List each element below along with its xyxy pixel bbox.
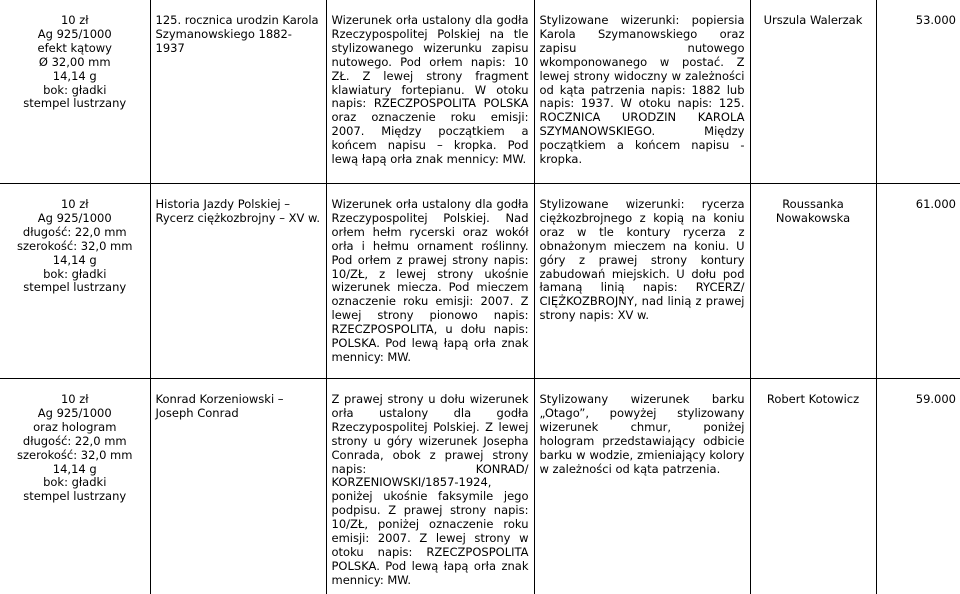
obverse-description	[326, 0, 534, 184]
mintage-count-text: 61.000	[915, 197, 956, 211]
designer-name	[750, 379, 876, 594]
coin-specification	[0, 184, 150, 379]
table-row	[0, 379, 960, 594]
coin-specification	[0, 379, 150, 594]
reverse-description	[534, 184, 750, 379]
coin-title-text: Historia Jazdy Polskiej – Rycerz ciężkozbrojny – XV w.	[155, 197, 321, 225]
reverse-description-text: Stylizowane wizerunki: rycerza ciężkozbrojnego z kopią na koniu oraz w tle kontury rycerza z obnażonym mieczem na koniu. U góry z prawej strony kontury zabudowań miejskich. U dołu pod łamaną linią napis: RYCERZ/ CIĘŻKOZBROJNY, nad linią z prawej strony napis: XV w.	[539, 197, 745, 323]
table-row	[0, 184, 960, 379]
obverse-description-text: Z prawej strony u dołu wizerunek orła ustalony dla godła Rzeczypospolitej Polskiej. Z lewej strony u góry wizerunek Josepha Conrada, obok z prawej strony napis: KONRAD/ KORZENIOWSKI/1857-1924, poniżej ukośnie faksymile jego podpisu. Z prawej strony napis: 10/ZŁ, poniżej oznaczenie roku emisji: 2007. Z lewej strony w otoku napis: RZECZPOSPOLITA POLSKA. Pod lewą łapą orła znak mennicy: MW.	[331, 392, 529, 587]
coin-title-text: Konrad Korzeniowski – Joseph Conrad	[155, 392, 284, 420]
mintage-count-text: 59.000	[915, 392, 956, 406]
mintage-count	[876, 0, 960, 184]
coin-specification-text: 10 zł Ag 925/1000 długość: 22,0 mm szerokość: 32,0 mm 14,14 g bok: gładki stempel lustrzany	[17, 197, 133, 295]
obverse-description	[326, 184, 534, 379]
coin-title	[150, 0, 326, 184]
designer-name-text: Robert Kotowicz	[766, 392, 860, 406]
reverse-description	[534, 0, 750, 184]
designer-name	[750, 184, 876, 379]
coin-title-text: 125. rocznica urodzin Karola Szymanowskiego 1882-1937	[155, 13, 319, 55]
obverse-description	[326, 379, 534, 594]
reverse-description	[534, 379, 750, 594]
reverse-description-text: Stylizowany wizerunek barku „Otago”, powyżej stylizowany wizerunek chmur, poniżej hologram przedstawiający odbicie barku w wodzie, zmieniający kolory w zależności od kąta patrzenia.	[539, 392, 745, 476]
obverse-description-text: Wizerunek orła ustalony dla godła Rzeczypospolitej Polskiej na tle stylizowanego wizerunku zapisu nutowego. Pod orłem napis: 10 ZŁ. Z lewej strony fragment klawiatury fortepianu. W otoku napis: RZECZPOSPOLITA POLSKA oraz oznaczenie roku emisji: 2007. Między początkiem a końcem napisu – kropka. Pod lewą łapą orła znak mennicy: MW.	[331, 13, 529, 167]
designer-name	[750, 0, 876, 184]
mintage-count	[876, 184, 960, 379]
table-row	[0, 0, 960, 184]
designer-name-text: Roussanka Nowakowska	[775, 197, 851, 225]
coin-specification-text: 10 zł Ag 925/1000 oraz hologram długość: 22,0 mm szerokość: 32,0 mm 14,14 g bok: gładki stempel lustrzany	[17, 392, 133, 504]
coin-title	[150, 184, 326, 379]
mintage-count	[876, 379, 960, 594]
coin-specification	[0, 0, 150, 184]
coin-title	[150, 379, 326, 594]
reverse-description-text: Stylizowane wizerunki: popiersia Karola Szymanowskiego oraz zapisu nutowego wkomponowanego w postać. Z lewej strony widoczny w zależności od kąta patrzenia napis: 1882 lub napis: 1937. W otoku napis: 125. ROCZNICA URODZIN KAROLA SZYMANOWSKIEGO. Między początkiem a końcem napisu - kropka.	[539, 13, 745, 167]
obverse-description-text: Wizerunek orła ustalony dla godła Rzeczypospolitej Polskiej. Nad orłem hełm rycerski oraz wokół orła i hełmu ornament roślinny. Pod orłem z prawej strony napis: 10/ZŁ, z lewej strony ukośnie wizerunek miecza. Pod mieczem oznaczenie roku emisji: 2007. Z lewej strony pionowo napis: RZECZPOSPOLITA, u dołu napis: POLSKA. Pod lewą łapą orła znak mennicy: MW.	[331, 197, 529, 364]
designer-name-text: Urszula Walerzak	[763, 13, 863, 27]
coin-specification-text: 10 zł Ag 925/1000 efekt kątowy Ø 32,00 mm 14,14 g bok: gładki stempel lustrzany	[23, 13, 127, 111]
mintage-count-text: 53.000	[915, 13, 956, 27]
